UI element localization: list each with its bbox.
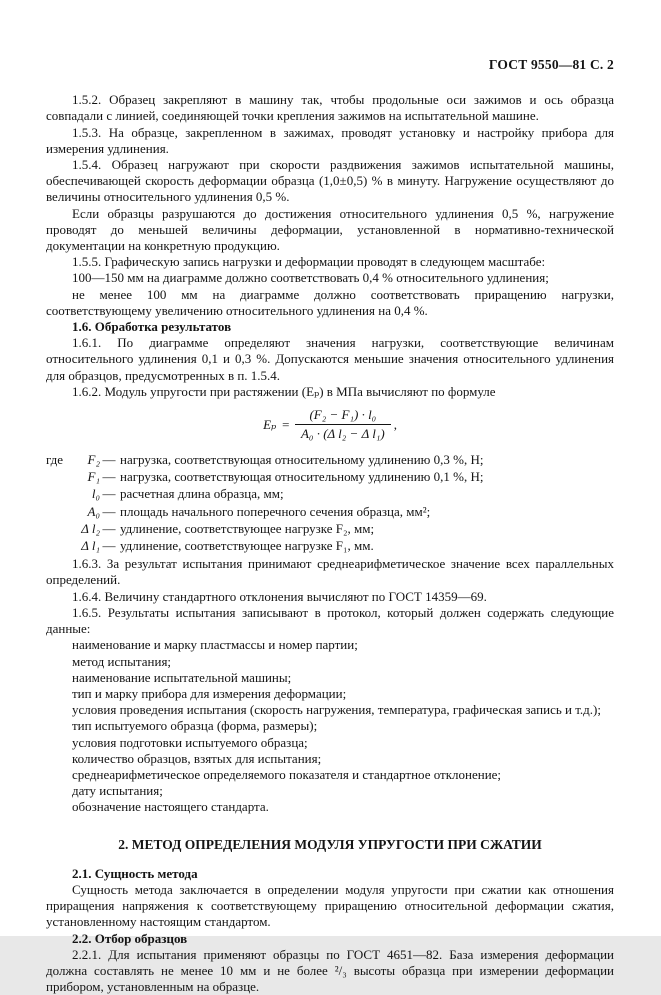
definition-list xyxy=(46,451,614,554)
clause-1-6-4: 1.6.4. Величину стандартного отклонения вычисляют по ГОСТ 14359—69. xyxy=(72,588,487,604)
clause-1-5-5: 1.5.5. Графическую запись нагрузки и деформации проводят в следующем масштабе: xyxy=(72,254,546,270)
definition-dash: — xyxy=(102,486,116,502)
clause-1-5-5-scale-a: 100—150 мм на диаграмме должно соответствовать 0,4 % относительного удлинения; xyxy=(72,270,549,286)
definition-symbol: A₀ xyxy=(87,503,100,519)
definition-description: удлинение, соответствующее нагрузке F₁, мм. xyxy=(120,538,374,554)
protocol-data-item: условия проведения испытания (скорость нагружения, температура, графическая запись и т.д.); xyxy=(72,702,601,718)
formula-elastic-modulus xyxy=(46,407,614,443)
definition-row xyxy=(46,537,614,554)
protocol-data-item: метод испытания; xyxy=(72,653,172,669)
clause-1-6-1: 1.6.1. По диаграмме определяют значения нагрузки, соответствующие величинам относительного удлинения 0,1 и 0,3 %. Допускаются меньшие значения относительного удлинения для образцов, предусмотренных в п. 1.5.4. xyxy=(46,335,614,383)
definition-dash: — xyxy=(102,520,116,536)
heading-2-2: 2.2. Отбор образцов xyxy=(72,930,188,946)
heading-2-1: 2.1. Сущность метода xyxy=(72,865,198,881)
definition-dash: — xyxy=(102,538,116,554)
clause-1-5-2: 1.5.2. Образец закрепляют в машину так, чтобы продольные оси зажимов и ось образца совпадали с линией, соединяющей точки крепления зажимов на испытательной машине. xyxy=(46,92,614,124)
clause-1-5-5-scale-b: не менее 100 мм на диаграмме должно соответствовать приращению нагрузки, соответствующему увеличению относительного удлинения на 0,4 %. xyxy=(46,286,614,318)
definition-description: нагрузка, соответствующая относительному удлинению 0,3 %, Н; xyxy=(120,452,484,468)
protocol-data-item: дату испытания; xyxy=(72,783,163,799)
clause-2-1-text: Сущность метода заключается в определении модуля упругости при сжатии как отношения приращения напряжения к соответствующему приращению относительной деформации сжатия, установленному настоящим стандартом. xyxy=(46,881,614,930)
protocol-data-item: наименование и марку пластмассы и номер партии; xyxy=(72,637,358,653)
clause-1-6-3: 1.6.3. За результат испытания принимают среднеарифметическое значение всех параллельных определений. xyxy=(46,556,614,588)
definition-row xyxy=(46,451,614,468)
definition-description: расчетная длина образца, мм; xyxy=(120,486,284,502)
definition-dash: — xyxy=(102,469,116,485)
clause-1-6-5: 1.6.5. Результаты испытания записывают в протокол, который должен содержать следующие данные: xyxy=(46,604,614,637)
formula-fraction xyxy=(295,407,391,443)
formula-denominator: A₀ · (Δ l₂ − Δ l₁) xyxy=(295,424,391,443)
protocol-data-item: количество образцов, взятых для испытания; xyxy=(72,750,322,766)
definition-row xyxy=(46,520,614,537)
clause-1-6-2: 1.6.2. Модуль упругости при растяжении (Eₚ) в МПа вычисляют по формуле xyxy=(72,383,496,399)
definition-description: нагрузка, соответствующая относительному удлинению 0,1 %, Н; xyxy=(120,469,484,485)
formula-numerator: (F₂ − F₁) · l₀ xyxy=(309,407,377,423)
protocol-data-list xyxy=(46,637,614,815)
formula-trailing-comma: , xyxy=(393,416,397,432)
protocol-data-item: среднеарифметическое определяемого показателя и стандартное отклонение; xyxy=(72,766,502,782)
definition-description: площадь начального поперечного сечения образца, мм²; xyxy=(120,503,431,519)
definition-dash: — xyxy=(102,452,116,468)
clause-1-5-4-note: Если образцы разрушаются до достижения относительного удлинения 0,5 %, нагружение проводят до меньшей величины деформации, установленной в нормативно-технической документации на конкретную продукцию. xyxy=(46,205,614,254)
definition-symbol: F₂ xyxy=(87,452,100,468)
protocol-data-item: тип и марку прибора для измерения деформации; xyxy=(72,685,347,701)
definition-symbol: Δ l₂ xyxy=(81,520,100,536)
section-2-heading: 2. МЕТОД ОПРЕДЕЛЕНИЯ МОДУЛЯ УПРУГОСТИ ПРИ СЖАТИИ xyxy=(118,836,542,852)
formula-equals-sign: = xyxy=(281,416,290,432)
definition-symbol: l₀ xyxy=(91,486,100,502)
definition-dash: — xyxy=(102,503,116,519)
protocol-data-item: тип испытуемого образца (форма, размеры); xyxy=(72,718,318,734)
definition-row xyxy=(46,485,614,502)
clause-2-2-1: 2.2.1. Для испытания применяют образцы по ГОСТ 4651—82. База измерения деформации должна составлять не менее 10 мм и не более ²/₃ высоты образца при измерении деформации прибором, установленным на образце. xyxy=(46,946,614,995)
protocol-data-item: условия подготовки испытуемого образца; xyxy=(72,734,308,750)
formula-lhs: Eₚ xyxy=(263,416,277,432)
protocol-data-item: обозначение настоящего стандарта. xyxy=(72,799,269,815)
clause-1-5-4: 1.5.4. Образец нагружают при скорости раздвижения зажимов испытательной машины, обеспечивающей скорость деформации образца (1,0±0,5) % в минуту. Нагружение осуществляют до величины относительного удлинения 0,5 %. xyxy=(46,157,614,205)
page-header-gost-number: ГОСТ 9550—81 С. 2 xyxy=(488,57,614,72)
definition-lead-word: где xyxy=(46,452,64,468)
definition-row xyxy=(46,468,614,485)
definition-row xyxy=(46,503,614,520)
clause-1-5-3: 1.5.3. На образце, закрепленном в зажимах, проводят установку и настройку прибора для измерения удлинения. xyxy=(46,124,614,156)
protocol-data-item: наименование испытательной машины; xyxy=(72,669,292,685)
definition-description: удлинение, соответствующее нагрузке F₂, мм; xyxy=(120,520,375,536)
heading-1-6: 1.6. Обработка результатов xyxy=(72,319,232,335)
definition-symbol: F₁ xyxy=(87,469,100,485)
definition-symbol: Δ l₁ xyxy=(81,538,100,554)
